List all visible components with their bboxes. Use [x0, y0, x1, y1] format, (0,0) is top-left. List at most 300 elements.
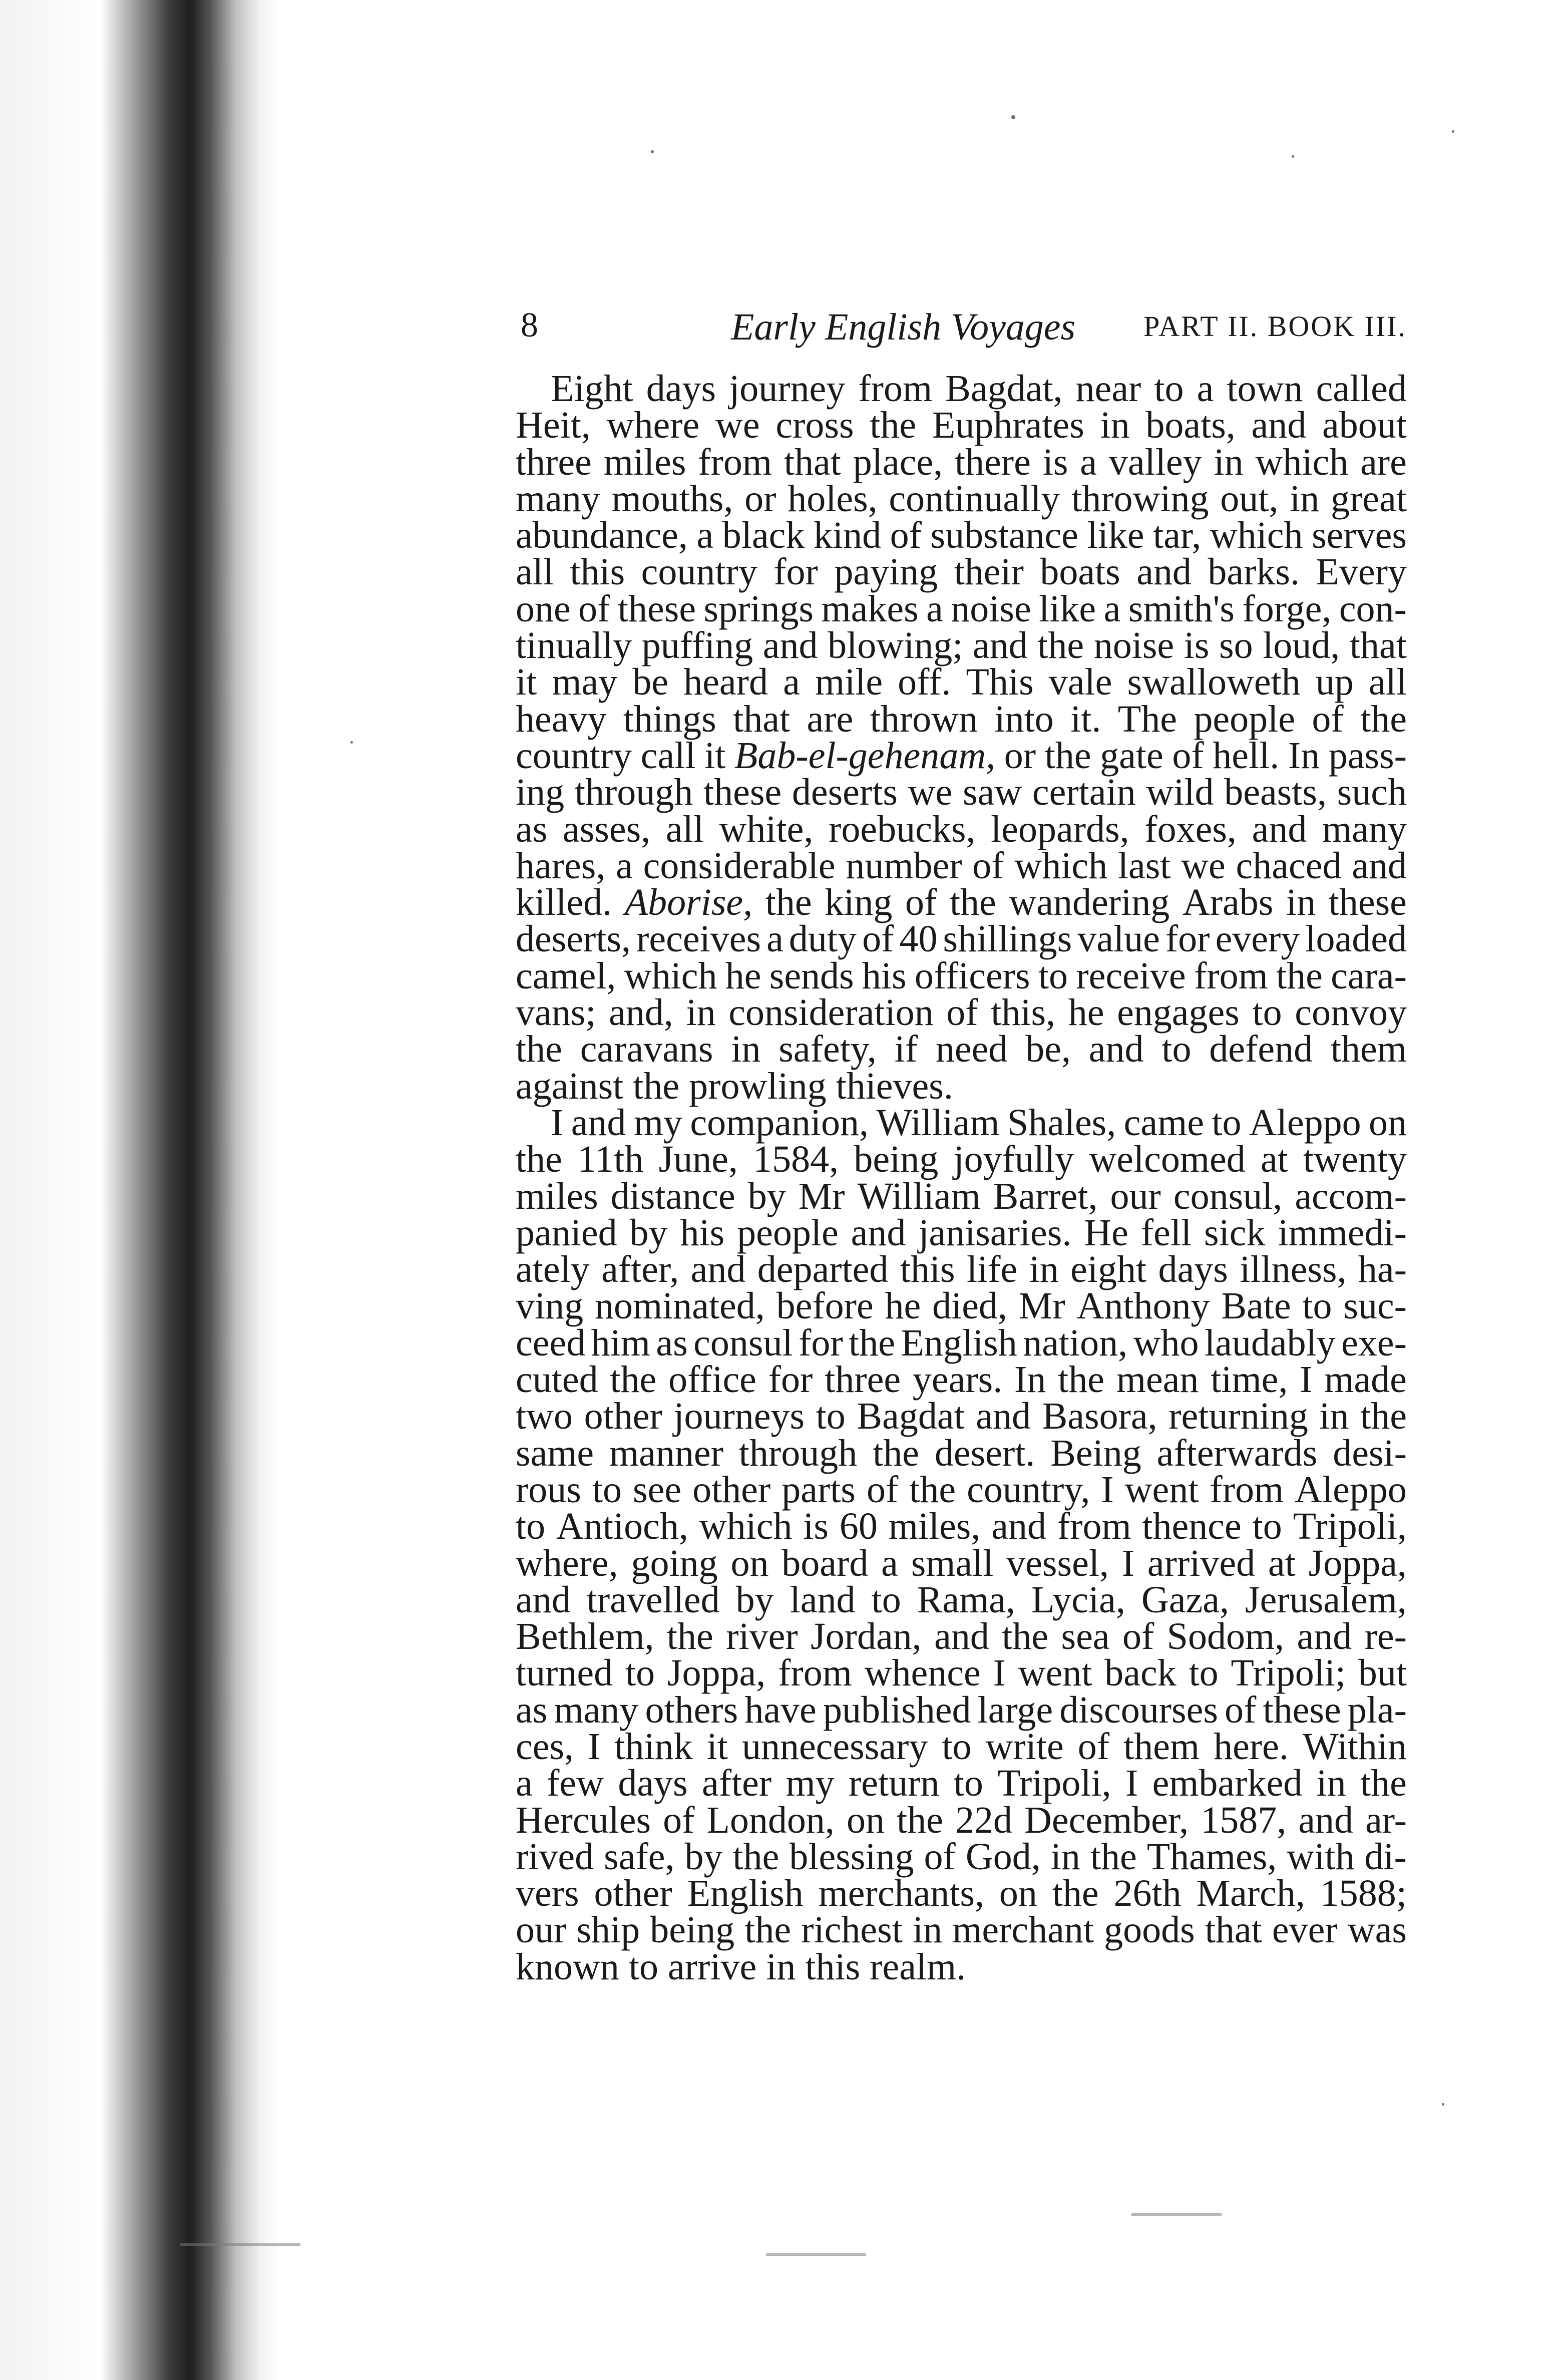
word: consideration	[728, 991, 934, 1034]
text-line	[516, 441, 1407, 483]
word: of	[972, 844, 1004, 887]
word: by	[629, 1211, 668, 1254]
word: a	[783, 661, 800, 704]
ink-smudge	[180, 2243, 300, 2246]
word: desi-	[1333, 1432, 1407, 1474]
word: merchants,	[818, 1872, 984, 1915]
word: other	[584, 1395, 662, 1438]
word: journey	[729, 368, 846, 410]
word: large	[977, 1688, 1053, 1731]
text-line	[516, 1432, 1407, 1474]
word: for	[768, 1358, 813, 1401]
word: going	[631, 1542, 718, 1584]
text-line	[516, 1799, 1407, 1841]
word: went	[1124, 1468, 1199, 1511]
word: wandering	[1009, 881, 1170, 924]
word: Bab-el-gehenam,	[734, 734, 996, 777]
word: God,	[965, 1835, 1041, 1878]
word: the	[897, 1799, 943, 1841]
word: before	[776, 1285, 874, 1327]
word: unnecessary	[741, 1725, 928, 1768]
word: two	[516, 1395, 573, 1438]
word: to	[1302, 1285, 1332, 1327]
word: to	[871, 1578, 901, 1621]
word: a	[696, 514, 714, 557]
word: blowing;	[828, 624, 963, 667]
word: up	[1315, 661, 1354, 704]
word: receives	[636, 918, 761, 960]
word: our	[1110, 1175, 1161, 1217]
word: number	[846, 844, 962, 887]
word: thieves.	[836, 1065, 953, 1107]
word: being	[650, 1909, 735, 1951]
text-line	[516, 477, 1407, 520]
word: to	[1212, 1101, 1242, 1144]
word: need	[935, 1028, 1008, 1071]
word: Tripoli,	[997, 1762, 1111, 1805]
word: gate	[1100, 734, 1163, 777]
word: This	[966, 661, 1034, 704]
word: of	[924, 1835, 956, 1878]
word: being	[854, 1138, 939, 1181]
word: ately	[516, 1248, 590, 1291]
text-line	[516, 587, 1407, 630]
text-line	[516, 1909, 1407, 1951]
word: ha-	[1358, 1248, 1407, 1291]
word: He	[1084, 1211, 1128, 1254]
word: The	[1117, 698, 1177, 740]
word: into	[994, 698, 1054, 740]
word: I	[1125, 1762, 1138, 1805]
word: the	[666, 1615, 713, 1658]
word: he	[885, 1285, 921, 1327]
word: years.	[912, 1358, 1003, 1401]
body-text	[516, 368, 1407, 1988]
word: re-	[1364, 1615, 1407, 1658]
word: for	[799, 1321, 843, 1364]
word: the	[1002, 1615, 1049, 1658]
word: miles	[603, 441, 686, 483]
word: Tripoli;	[1231, 1652, 1346, 1694]
word: which	[1014, 844, 1108, 887]
word: like	[1039, 587, 1096, 630]
word: through	[574, 771, 693, 814]
text-line	[516, 1028, 1407, 1071]
word: to	[625, 1652, 655, 1694]
word: a	[1080, 441, 1097, 483]
word: the	[1360, 698, 1407, 740]
word: many	[516, 477, 600, 520]
word: our	[516, 1909, 567, 1951]
word: the	[909, 1468, 956, 1511]
word: to	[516, 1505, 546, 1548]
word: In	[1288, 734, 1320, 777]
word: hares,	[516, 844, 606, 887]
word: the	[1037, 624, 1084, 667]
word: from	[858, 368, 933, 410]
word: March,	[1196, 1872, 1305, 1915]
word: richest	[801, 1909, 903, 1951]
word: whence	[864, 1652, 981, 1694]
word: in	[1029, 1248, 1059, 1291]
word: ship	[576, 1909, 640, 1951]
word: pass-	[1328, 734, 1407, 777]
word: like	[1087, 514, 1144, 557]
word: asses,	[563, 808, 651, 850]
word: continually	[889, 477, 1060, 520]
running-title: Early English Voyages	[731, 306, 1076, 348]
word: hell.	[1213, 734, 1280, 777]
word: the	[765, 881, 812, 924]
word: and	[516, 1578, 571, 1621]
word: travelled	[586, 1578, 720, 1621]
word: heavy	[516, 698, 607, 740]
word: to	[1252, 1505, 1282, 1548]
word: forge,	[1242, 587, 1332, 630]
word: land	[790, 1578, 856, 1621]
word: thrown	[870, 698, 978, 740]
word: Gaza,	[1141, 1578, 1229, 1621]
word: these	[1328, 881, 1407, 924]
text-line	[516, 1835, 1407, 1878]
word: the	[1058, 1358, 1105, 1401]
word: the	[873, 1432, 919, 1474]
text-line	[516, 1578, 1407, 1621]
word: duty	[789, 918, 857, 960]
word: three	[516, 441, 592, 483]
word: a	[766, 918, 784, 960]
word: many	[1322, 808, 1407, 850]
word: see	[633, 1468, 682, 1511]
word: merchant	[952, 1909, 1094, 1951]
word: mile	[815, 661, 883, 704]
ink-smudge	[766, 2253, 866, 2256]
word: engages	[1117, 991, 1240, 1034]
word: on	[1369, 1101, 1407, 1144]
word: his	[862, 954, 907, 997]
word: ing	[516, 771, 565, 814]
word: Aleppo	[1249, 1101, 1361, 1144]
word: turned	[516, 1652, 613, 1694]
word: others	[645, 1688, 738, 1731]
text-line	[516, 991, 1407, 1034]
paper-speck	[651, 150, 654, 153]
text-line	[516, 808, 1407, 850]
word: In	[1014, 1358, 1046, 1401]
word: last	[1117, 844, 1171, 887]
word: mean	[1116, 1358, 1199, 1401]
word: and	[976, 1395, 1031, 1438]
word: roebucks,	[829, 808, 976, 850]
word: joyfully	[953, 1138, 1074, 1181]
word: life	[966, 1248, 1018, 1291]
word: di-	[1364, 1835, 1407, 1878]
word: where,	[516, 1542, 618, 1584]
word: Bethlem,	[516, 1615, 654, 1658]
word: by	[735, 1578, 774, 1621]
word: are	[807, 698, 854, 740]
word: that	[733, 698, 791, 740]
word: boats	[1040, 551, 1120, 593]
word: ving	[516, 1285, 584, 1327]
word: Euphrates	[932, 404, 1084, 447]
word: these	[703, 771, 782, 814]
word: as	[656, 1321, 688, 1364]
word: the	[1052, 1872, 1099, 1915]
text-line	[516, 1211, 1407, 1254]
word: receive	[1076, 954, 1186, 997]
word: I	[993, 1652, 1006, 1694]
word: it	[516, 661, 537, 704]
running-head	[516, 295, 1407, 351]
paper-speck	[1442, 2103, 1444, 2106]
word: Joppa,	[667, 1652, 766, 1694]
word: desert.	[934, 1432, 1035, 1474]
word: the	[633, 1065, 680, 1107]
word: and	[851, 1211, 906, 1254]
word: every	[1215, 918, 1300, 960]
word: if	[894, 1028, 918, 1071]
word: him	[591, 1321, 650, 1364]
word: black	[722, 514, 805, 557]
word: to	[816, 1395, 846, 1438]
text-line	[516, 734, 1407, 777]
word: on	[730, 1542, 769, 1584]
word: off.	[898, 661, 951, 704]
word: beasts,	[1224, 771, 1327, 814]
word: defend	[1209, 1028, 1313, 1071]
word: out,	[1220, 477, 1279, 520]
word: great	[1331, 477, 1407, 520]
word: a	[881, 1542, 898, 1584]
word: William	[876, 1101, 1000, 1144]
word: panied	[516, 1211, 617, 1254]
word: them	[1123, 1725, 1200, 1768]
word: after	[701, 1762, 772, 1805]
word: sends	[769, 954, 854, 997]
text-line	[516, 1468, 1407, 1511]
word: goods	[1104, 1909, 1195, 1951]
word: Thames,	[1146, 1835, 1277, 1878]
word: Heit,	[516, 404, 591, 447]
word: loud,	[1263, 624, 1340, 667]
part-book-label: PART II. BOOK III.	[1143, 310, 1407, 343]
word: vers	[516, 1872, 579, 1915]
word: country	[641, 551, 757, 593]
word: with	[1287, 1835, 1355, 1878]
text-line	[516, 1945, 1407, 1988]
word: in	[1286, 881, 1316, 924]
word: noise	[1093, 624, 1175, 667]
word: makes	[821, 587, 919, 630]
word: these	[617, 587, 696, 630]
word: in	[766, 1945, 796, 1988]
word: that	[1205, 1909, 1262, 1951]
text-line	[516, 1285, 1407, 1327]
word: considerable	[643, 844, 836, 887]
word: Rama,	[917, 1578, 1016, 1621]
word: may	[552, 661, 618, 704]
paper-speck	[1452, 130, 1454, 133]
word: against	[516, 1065, 624, 1107]
word: deserts,	[516, 918, 631, 960]
word: consul	[693, 1321, 793, 1364]
word: this	[805, 1945, 861, 1988]
word: I	[588, 1725, 601, 1768]
word: distance	[610, 1175, 735, 1217]
paper-speck	[350, 741, 353, 744]
word: of	[946, 991, 978, 1034]
word: write	[985, 1725, 1064, 1768]
word: from	[698, 441, 772, 483]
word: we	[1181, 844, 1226, 887]
word: one	[516, 587, 571, 630]
text-line	[516, 514, 1407, 557]
word: serves	[1312, 514, 1407, 557]
word: to	[1252, 991, 1282, 1034]
word: town	[1227, 368, 1303, 410]
word: leopards,	[991, 808, 1129, 850]
word: Eight	[551, 368, 633, 410]
word: the	[870, 404, 917, 447]
word: other	[692, 1468, 771, 1511]
word: Jordan,	[811, 1615, 922, 1658]
text-line	[516, 698, 1407, 740]
text-line	[516, 661, 1407, 704]
word: the	[610, 1358, 657, 1401]
word: or	[1004, 734, 1036, 777]
word: people	[1194, 698, 1295, 740]
word: and	[690, 1248, 746, 1291]
word: accom-	[1295, 1175, 1407, 1217]
word: Hercules	[516, 1799, 651, 1841]
word: nation,	[1023, 1321, 1128, 1364]
word: the	[1090, 1835, 1137, 1878]
text-line	[516, 1321, 1407, 1364]
word: Bate	[1221, 1285, 1291, 1327]
word: and,	[609, 991, 673, 1034]
word: of	[866, 1468, 899, 1511]
word: I	[1300, 1358, 1313, 1401]
word: the	[516, 1028, 562, 1071]
word: officers	[914, 954, 1030, 997]
word: as	[516, 808, 548, 850]
word: of	[1312, 698, 1344, 740]
word: to	[942, 1725, 972, 1768]
word: value	[1077, 918, 1160, 960]
page-number: 8	[521, 306, 538, 345]
word: his	[680, 1211, 725, 1254]
word: of	[1077, 1725, 1110, 1768]
word: my	[786, 1762, 835, 1805]
word: 1587,	[1201, 1799, 1287, 1841]
word: paying	[834, 551, 938, 593]
word: sea	[1061, 1615, 1110, 1658]
paper-speck	[1292, 155, 1294, 158]
word: and	[934, 1615, 989, 1658]
word: who	[1133, 1321, 1199, 1364]
word: of	[1122, 1615, 1154, 1658]
word: many	[554, 1688, 639, 1731]
word: died,	[932, 1285, 1007, 1327]
text-line	[516, 1615, 1407, 1658]
word: journeys	[673, 1395, 805, 1438]
word: things	[623, 698, 716, 740]
word: came	[1123, 1101, 1204, 1144]
text-line	[516, 1101, 1407, 1144]
word: it.	[1070, 698, 1101, 740]
word: and	[1088, 1028, 1144, 1071]
word: consul,	[1173, 1175, 1283, 1217]
word: was	[1347, 1909, 1407, 1951]
text-line	[516, 1065, 1407, 1107]
word: days	[646, 368, 716, 410]
text-line	[516, 1872, 1407, 1915]
word: the	[849, 1321, 896, 1364]
word: pla-	[1347, 1688, 1407, 1731]
word: he	[1068, 991, 1104, 1034]
word: Shales,	[1007, 1101, 1116, 1144]
word: manner	[609, 1432, 723, 1474]
word: are	[1360, 441, 1407, 483]
word: is	[1184, 624, 1210, 667]
word: the	[949, 881, 996, 924]
word: in	[1290, 477, 1320, 520]
word: the	[744, 1909, 792, 1951]
word: back	[1104, 1652, 1177, 1694]
word: in	[912, 1909, 943, 1951]
word: sick	[1204, 1211, 1266, 1254]
word: and	[991, 1505, 1046, 1548]
word: nominated,	[594, 1285, 765, 1327]
word: and	[1352, 844, 1407, 887]
word: convoy	[1295, 991, 1407, 1034]
word: discourses	[1059, 1688, 1218, 1731]
word: call	[640, 734, 696, 777]
word: I	[1121, 1542, 1135, 1584]
word: Every	[1316, 551, 1407, 593]
text-line	[516, 1688, 1407, 1731]
word: substance	[930, 514, 1078, 557]
text-line	[516, 404, 1407, 447]
word: or	[744, 477, 776, 520]
word: a	[1197, 368, 1214, 410]
word: from	[1210, 1468, 1284, 1511]
word: think	[614, 1725, 693, 1768]
word: cross	[775, 404, 854, 447]
word: suc-	[1343, 1285, 1407, 1327]
word: all	[665, 808, 704, 850]
word: small	[911, 1542, 994, 1584]
word: Bagdat,	[945, 368, 1063, 410]
word: December,	[1024, 1799, 1189, 1841]
word: the	[1360, 1762, 1407, 1805]
word: be	[632, 661, 669, 704]
word: companion,	[690, 1101, 869, 1144]
word: 60	[839, 1505, 878, 1548]
word: so	[1219, 624, 1253, 667]
word: tar,	[1153, 514, 1202, 557]
word: to	[628, 1945, 659, 1988]
word: this	[570, 551, 625, 593]
word: embarked	[1152, 1762, 1303, 1805]
word: and	[1136, 551, 1192, 593]
word: of	[1172, 734, 1204, 777]
word: loaded	[1305, 918, 1407, 960]
word: cara-	[1331, 954, 1407, 997]
word: by	[684, 1835, 723, 1878]
word: I	[551, 1101, 564, 1144]
